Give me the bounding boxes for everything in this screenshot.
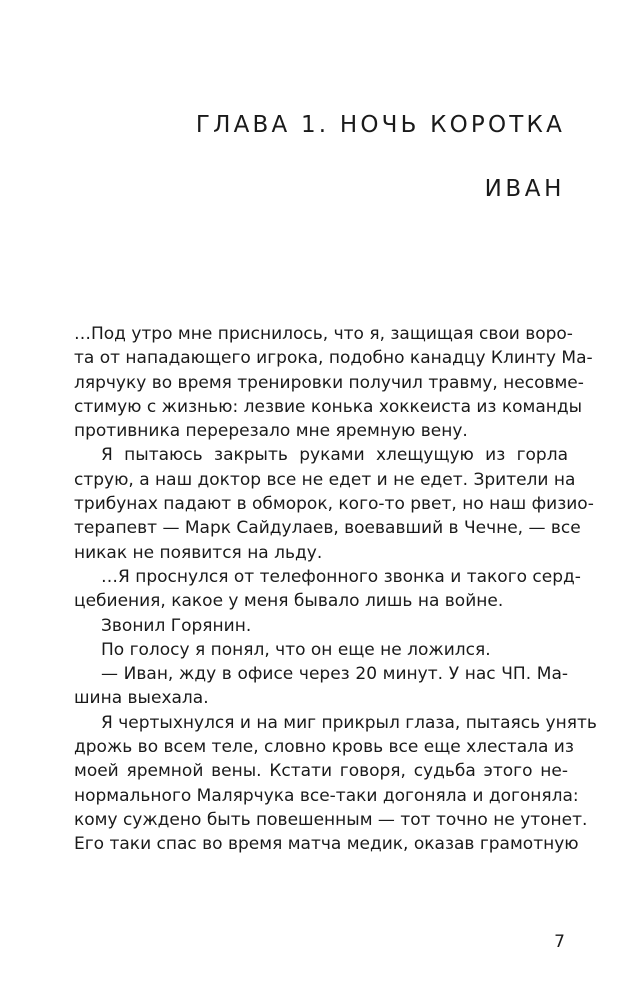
text-line: — Иван, жду в офисе через 20 минут. У нас ЧП. Ма- [101, 664, 568, 685]
text-line: стимую с жизнью: лезвие конька хоккеиста из команды [74, 396, 583, 417]
text-line: моей яремной вены. Кстати говоря, судьба этого не- [74, 761, 568, 782]
text-line: лярчуку во время тренировки получил травму, несовме- [74, 372, 584, 393]
text-line: противника перерезало мне яремную вену. [74, 421, 468, 442]
text-line: Я пытаюсь закрыть руками хлещущую из горла [101, 445, 568, 466]
section-title: ИВАН [484, 176, 565, 202]
text-line: По голосу я понял, что он еще не ложился. [101, 639, 491, 660]
text-line: кому суждено быть повешенным — тот точно не утонет. [74, 809, 588, 830]
text-line: струю, а наш доктор все не едет и не едет. Зрители на [74, 469, 576, 490]
body-text [74, 322, 597, 857]
text-line: никак не появится на льду. [74, 542, 323, 563]
chapter-title: ГЛАВА 1. НОЧЬ КОРОТКА [195, 112, 565, 138]
page-number: 7 [554, 932, 565, 952]
text-line: нормального Малярчука все-таки догоняла и догоняла: [74, 785, 579, 806]
text-line: Звонил Горянин. [101, 615, 252, 636]
text-line: цебиения, какое у меня бывало лишь на войне. [74, 591, 504, 612]
text-line: шина выехала. [74, 688, 209, 709]
text-line: …Под утро мне приснилось, что я, защищая свои воро- [74, 324, 573, 344]
text-line: терапевт — Марк Сайдулаев, воевавший в Чечне, — все [74, 518, 581, 539]
text-line: трибунах падают в обморок, кого-то рвет, но наш физио- [74, 494, 594, 515]
text-line: та от нападающего игрока, подобно канадцу Клинту Ма- [74, 348, 593, 369]
text-line: Его таки спас во время матча медик, оказав грамотную [74, 834, 579, 855]
text-line: дрожь во всем теле, словно кровь все еще хлестала из [74, 737, 574, 758]
text-line: Я чертыхнулся и на миг прикрыл глаза, пытаясь унять [101, 712, 597, 733]
text-line: …Я проснулся от телефонного звонка и такого серд- [101, 566, 581, 587]
